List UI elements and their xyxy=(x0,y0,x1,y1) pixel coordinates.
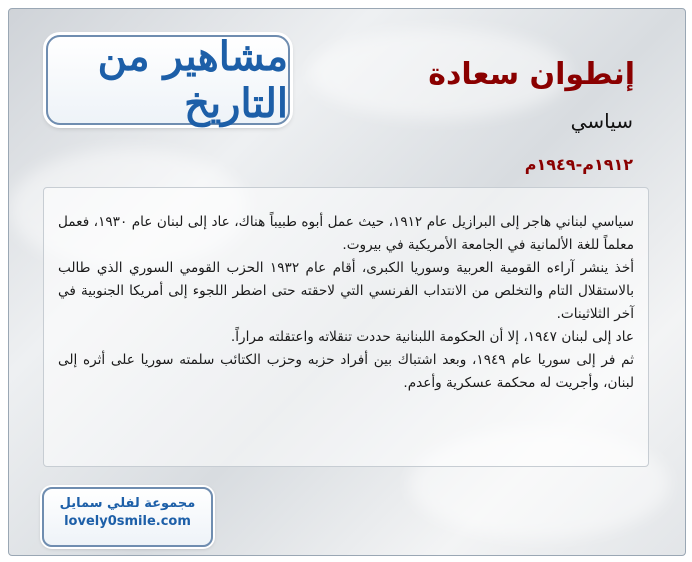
logo-text: مشاهير من التاريخ xyxy=(97,33,288,127)
bio-paragraph: عاد إلى لبنان ١٩٤٧، إلا أن الحكومة اللبنانية حددت تنقلاته واعتقلته مراراً. xyxy=(230,329,634,345)
person-role: سياسي xyxy=(570,109,633,133)
person-name: إنطوان سعادة xyxy=(428,57,635,92)
footer-group-name: مجموعة لفلي سمايل xyxy=(59,496,196,511)
footer-site-link[interactable]: lovely0smile.com xyxy=(64,514,191,529)
card-frame xyxy=(8,8,686,556)
person-years: ١٩١٢م-١٩٤٩م xyxy=(524,155,633,174)
bio-paragraph: سياسي لبناني هاجر إلى البرازيل عام ١٩١٢، حيث عمل أبوه طبيباً هناك، عاد إلى لبنان عام ١٩٣٠، فعمل معلماً للغة الألمانية في الجامعة الأمريكية في بيروت. xyxy=(58,214,634,253)
footer-badge[interactable] xyxy=(42,487,213,547)
bio-paragraph: أخذ ينشر آراءه القومية العربية وسوريا الكبرى، أقام عام ١٩٣٢ الحزب القومي السوري الذي طالب بالاستقلال التام والتخلص من الانتداب الفرنسي التي لاحقته حتى اضطر اللجوء إلى أمريكا الجنوبية في آخر الثلاثينات. xyxy=(58,260,634,322)
site-logo xyxy=(46,35,290,125)
biography-panel xyxy=(43,187,649,467)
bio-paragraph: ثم فر إلى سوريا عام ١٩٤٩، وبعد اشتباك بين أفراد حزبه وحزب الكتائب سلمته سوريا على أثره إلى لبنان، وأجريت له محكمة عسكرية وأعدم. xyxy=(58,352,634,391)
